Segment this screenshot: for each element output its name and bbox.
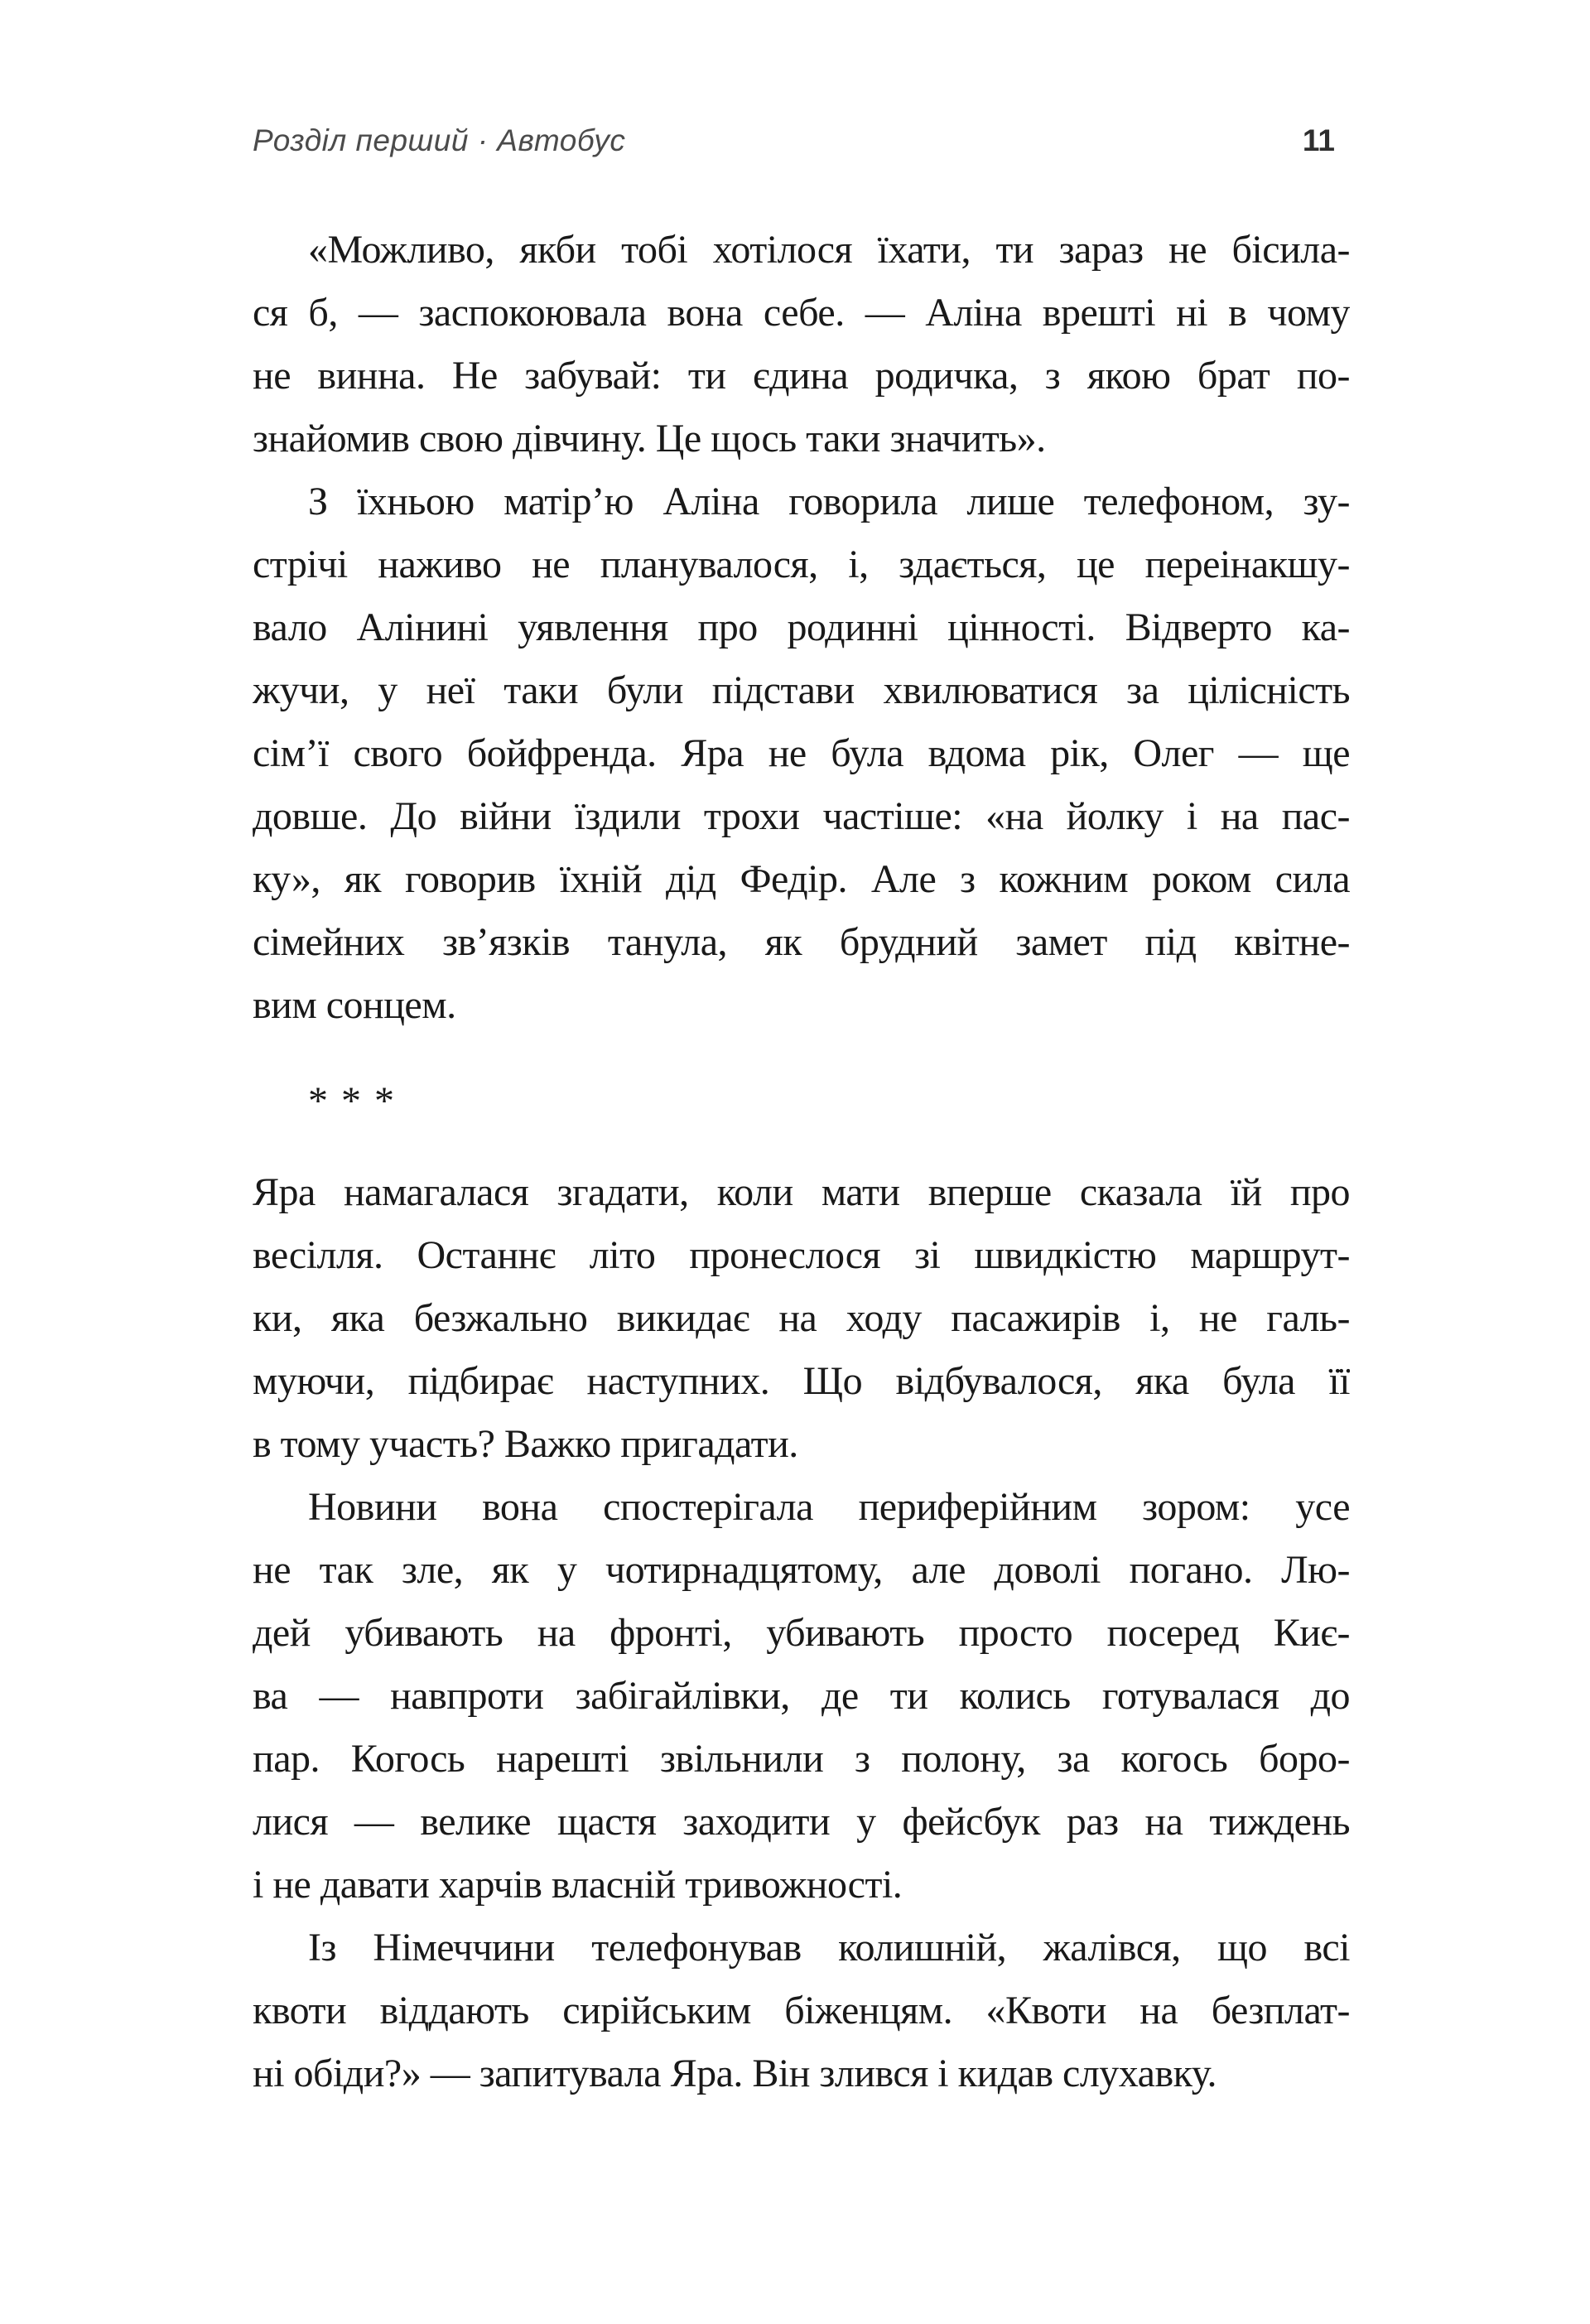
paragraph (253, 1161, 1350, 1476)
text-line: ку», як говорив їхній дід Федір. Але з кожним роком сила (253, 857, 1350, 901)
text-line: Яра намагалася згадати, коли мати вперше сказала їй про (253, 1170, 1350, 1214)
text-line: ва — навпроти забігайлівки, де ти колись готувалася до (253, 1674, 1350, 1718)
text-line: Із Німеччини телефонував колишній, жалівся, що всі (308, 1926, 1350, 1970)
text-line: вало Алінині уявлення про родинні цінності. Відверто ка- (253, 605, 1350, 649)
paragraph (253, 1917, 1350, 2105)
paragraph (253, 1476, 1350, 1917)
page-body (253, 219, 1350, 2105)
text-line: не винна. Не забувай: ти єдина родичка, з якою брат по- (253, 354, 1350, 398)
text-line: ся б, — заспокоювала вона себе. — Аліна врешті ні в чому (253, 291, 1350, 335)
chapter-title: Розділ перший · Автобус (253, 123, 626, 157)
text-line: вим сонцем. (253, 983, 456, 1027)
section-break-asterisks: * * * (308, 1079, 396, 1123)
text-line: в тому участь? Важко пригадати. (253, 1422, 798, 1466)
text-line: весілля. Останнє літо пронеслося зі швидкістю маршрут- (253, 1233, 1350, 1277)
text-line: знайомив свою дівчину. Це щось таки значить». (253, 417, 1046, 460)
text-line: пар. Когось нарешті звільнили з полону, за когось боро- (253, 1737, 1350, 1781)
text-line: муючи, підбирає наступних. Що відбувалося, яка була її (253, 1359, 1350, 1403)
paragraph (253, 219, 1350, 470)
page-number: 11 (1302, 123, 1335, 157)
text-line: ки, яка безжально викидає на ходу пасажирів і, не галь- (253, 1296, 1350, 1340)
text-line: Новини вона спостерігала периферійним зором: усе (308, 1485, 1350, 1529)
text-line: і не давати харчів власній тривожності. (253, 1863, 903, 1907)
text-line: сім’ї свого бойфренда. Яра не була вдома рік, Олег — ще (253, 731, 1350, 775)
text-line: не так зле, як у чотирнадцятому, але доволі погано. Лю- (253, 1548, 1350, 1592)
text-line: ні обіди?» — запитувала Яра. Він злився і кидав слухавку. (253, 2052, 1217, 2095)
text-line: квоти віддають сирійським біженцям. «Квоти на безплат- (253, 1989, 1350, 2032)
running-header (253, 123, 1335, 159)
text-line: лися — велике щастя заходити у фейсбук раз на тиждень (253, 1800, 1350, 1844)
text-line: З їхньою матір’ю Аліна говорила лише телефоном, зу- (308, 480, 1350, 523)
text-line: стрічі наживо не планувалося, і, здається, це переінакшу- (253, 542, 1350, 586)
paragraph (253, 470, 1350, 1037)
text-line: жучи, у неї таки були підстави хвилюватися за цілісність (253, 668, 1350, 712)
text-line: дей убивають на фронті, убивають просто посеред Киє- (253, 1611, 1350, 1655)
text-line: «Можливо, якби тобі хотілося їхати, ти зараз не бісила- (308, 228, 1350, 272)
text-line: довше. До війни їздили трохи частіше: «на йолку і на пас- (253, 794, 1350, 838)
text-line: сімейних зв’язків танула, як брудний замет під квітне- (253, 920, 1350, 964)
